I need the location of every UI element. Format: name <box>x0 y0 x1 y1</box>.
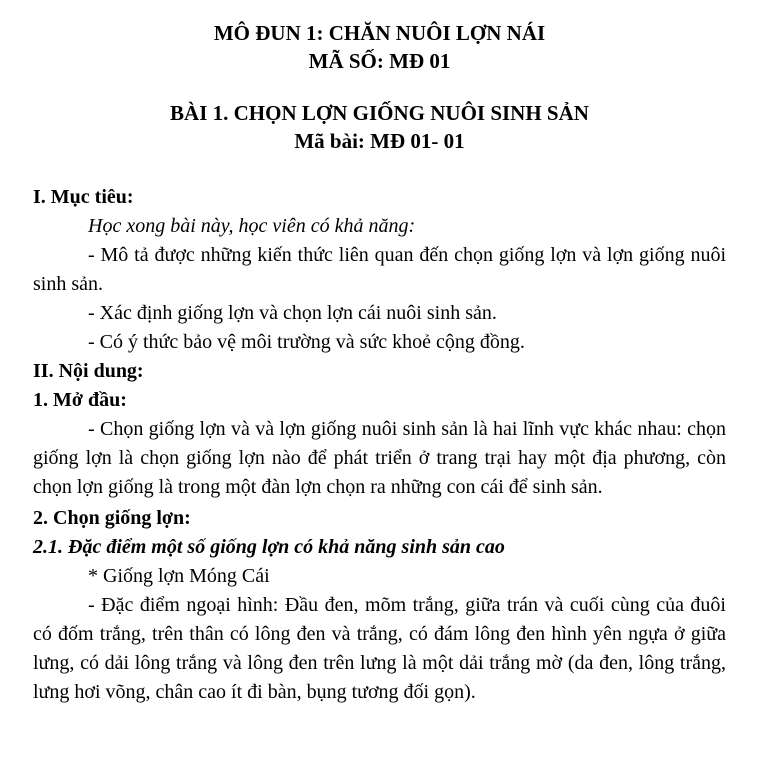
breed-heading: 2. Chọn giống lợn: <box>33 507 191 529</box>
objective-item-1: - Mô tả được những kiến thức liên quan đến chọn giống lợn và lợn giống nuôi sinh sản. <box>33 244 726 295</box>
objective-item-3: - Có ý thức bảo vệ môi trường và sức khoẻ cộng đồng. <box>88 331 525 353</box>
content-heading: II. Nội dung: <box>33 360 144 382</box>
objectives-heading: I. Mục tiêu: <box>33 186 134 208</box>
breed-description: - Đặc điểm ngoại hình: Đầu đen, mõm trắng, giữa trán và cuối cùng của đuôi có đốm trắng, trên thân có lông đen và trắng, có đám lông đen hình yên ngựa ở giữa lưng, có dải lông trắng và lông đen trên lưng là một dải trắng mờ (da đen, lông trắng, lưng hơi võng, chân cao ít đi bàn, bụng tương đối gọn). <box>33 594 726 703</box>
lesson-title: BÀI 1. CHỌN LỢN GIỐNG NUÔI SINH SẢN <box>170 101 589 125</box>
breed-item: * Giống lợn Móng Cái <box>88 565 270 587</box>
intro-paragraph: - Chọn giống lợn và và lợn giống nuôi sinh sản là hai lĩnh vực khác nhau: chọn giống lợn là chọn giống lợn nào để phát triển ở trang trại hay một địa phương, còn chọn lợn giống là trong một đàn lợn chọn ra những con cái để sinh sản. <box>33 418 726 498</box>
lesson-code: Mã bài: MĐ 01- 01 <box>294 129 465 153</box>
breed-subheading: 2.1. Đặc điểm một số giống lợn có khả năng sinh sản cao <box>33 536 505 558</box>
module-code: MÃ SỐ: MĐ 01 <box>308 49 451 73</box>
objectives-intro: Học xong bài này, học viên có khả năng: <box>88 215 416 237</box>
intro-heading: 1. Mở đầu: <box>33 389 127 411</box>
objective-item-2: - Xác định giống lợn và chọn lợn cái nuôi sinh sản. <box>88 302 497 324</box>
module-title: MÔ ĐUN 1: CHĂN NUÔI LỢN NÁI <box>213 21 546 45</box>
